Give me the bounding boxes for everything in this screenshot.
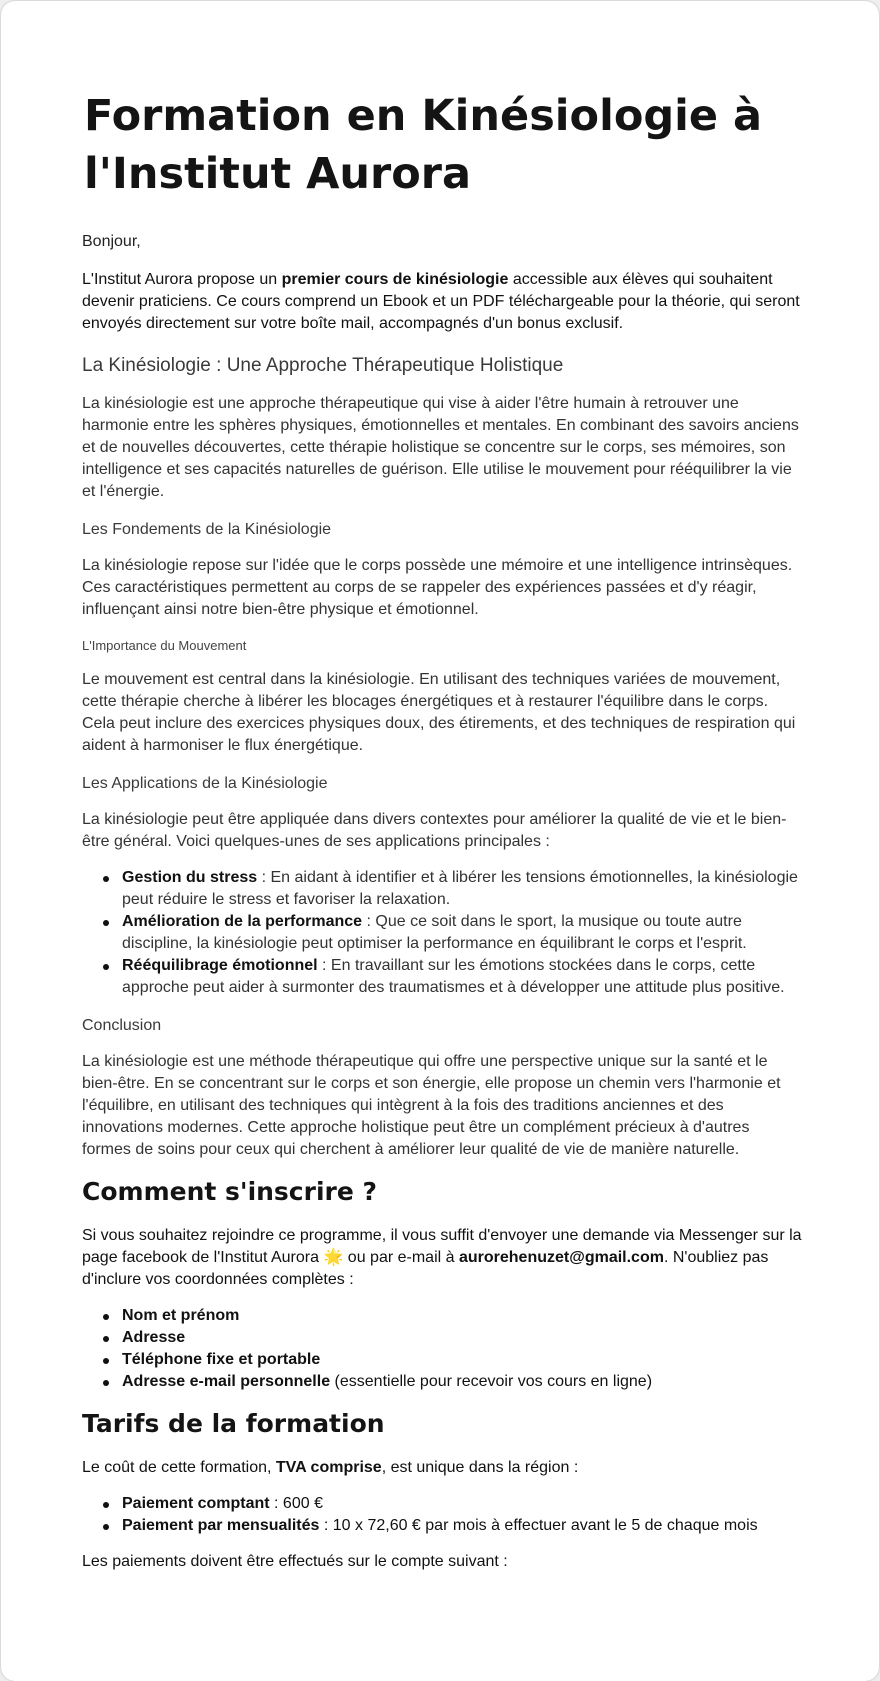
signup-text-after: . N'oubliez pas d'inclure vos coordonnées complètes : — [82, 1249, 769, 1288]
list-item — [122, 1493, 802, 1515]
list-item-text: : 10 x 72,60 € par mois à effectuer avant le 5 de chaque mois — [319, 1517, 758, 1534]
email-body — [82, 87, 802, 1573]
list-item-title: Gestion du stress — [122, 869, 258, 886]
list-item-title: Adresse — [122, 1329, 186, 1346]
email-link[interactable]: aurorehenuzet@gmail.com — [458, 1249, 664, 1266]
list-item-title: Paiement comptant — [122, 1495, 270, 1512]
list-item-title: Rééquilibrage émotionnel — [122, 957, 318, 974]
pricing-highlight: TVA comprise — [275, 1459, 382, 1476]
applications-list — [82, 867, 802, 999]
movement-paragraph: Le mouvement est central dans la kinésiologie. En utilisant des techniques variées de mouvement, cette thérapie cherche à libérer les blocages énergétiques et à restaurer l'équilibre dans le corps. Cela peut inclure des exercices physiques doux, des étirements, et des techniques de respiration qui aident à harmoniser le flux énergétique. — [82, 671, 796, 754]
approach-paragraph: La kinésiologie est une approche thérapeutique qui vise à aider l'être humain à retrouver une harmonie entre les sphères physiques, émotionnelles et mentales. En combinant des savoirs anciens et de nouvelles découvertes, cette thérapie holistique se concentre sur le corps, ses mémoires, son intelligence et ses capacités naturelles de guérison. Elle utilise le mouvement pour rééquilibrer la vie et l'énergie. — [82, 395, 799, 500]
list-item — [122, 1327, 802, 1349]
signup-heading: Comment s'inscrire ? — [82, 1177, 378, 1206]
star-icon: 🌟 — [323, 1249, 344, 1266]
payment-account-text: Les paiements doivent être effectués sur le compte suivant : — [82, 1553, 508, 1570]
foundations-heading: Les Fondements de la Kinésiologie — [82, 521, 332, 538]
list-item — [122, 1515, 802, 1537]
pricing-paragraph — [82, 1457, 802, 1479]
list-item-text: : 600 € — [269, 1495, 323, 1512]
list-item-text: : En aidant à identifier et à libérer les tensions émotionnelles, la kinésiologie peut réduire le stress et favoriser la relaxation. — [122, 869, 798, 908]
applications-heading: Les Applications de la Kinésiologie — [82, 775, 328, 792]
conclusion-heading: Conclusion — [82, 1017, 162, 1034]
approach-heading: La Kinésiologie : Une Approche Thérapeutique Holistique — [82, 355, 564, 376]
list-item-text: : Que ce soit dans le sport, la musique ou toute autre discipline, la kinésiologie peut optimiser la performance en équilibrant le corps et l'esprit. — [122, 913, 747, 952]
signup-list — [82, 1305, 802, 1393]
foundations-paragraph: La kinésiologie repose sur l'idée que le corps possède une mémoire et une intelligence intrinsèques. Ces caractéristiques permettent au corps de se rappeler des expériences passées et d'y réagir, influençant ainsi notre bien-être physique et émotionnel. — [82, 557, 793, 618]
list-item — [122, 1371, 802, 1393]
intro-highlight: premier cours de kinésiologie — [281, 271, 509, 288]
list-item — [122, 867, 802, 911]
pricing-text-after: , est unique dans la région : — [381, 1459, 579, 1476]
signup-text-middle: ou par e-mail à — [343, 1249, 459, 1266]
list-item-text: (essentielle pour recevoir vos cours en ligne) — [330, 1373, 653, 1390]
conclusion-paragraph: La kinésiologie est une méthode thérapeutique qui offre une perspective unique sur la santé et le bien-être. En se concentrant sur le corps et son énergie, elle propose un chemin vers l'harmonie et l'équilibre, en utilisant des techniques qui intègrent à la fois des traditions anciennes et des innovations modernes. Cette approche holistique peut être un complément précieux à d'autres formes de soins pour ceux qui cherchent à améliorer leur qualité de vie de manière naturelle. — [82, 1053, 781, 1158]
pricing-heading: Tarifs de la formation — [82, 1409, 385, 1438]
list-item — [122, 911, 802, 955]
intro-text-after: accessible aux élèves qui souhaitent devenir praticiens. Ce cours comprend un Ebook et un PDF téléchargeable pour la théorie, qui seront envoyés directement sur votre boîte mail, accompagnés d'un bonus exclusif. — [82, 271, 800, 332]
list-item-title: Téléphone fixe et portable — [122, 1351, 321, 1368]
signup-text-before: Si vous souhaitez rejoindre ce programme, il vous suffit d'envoyer une demande via Messenger sur la page facebook de l'Institut Aurora — [82, 1227, 802, 1266]
pricing-text-before: Le coût de cette formation, — [82, 1459, 276, 1476]
intro-paragraph — [82, 269, 802, 335]
greeting: Bonjour, — [82, 233, 141, 250]
pricing-list — [82, 1493, 802, 1537]
list-item-text: : En travaillant sur les émotions stockées dans le corps, cette approche peut aider à surmonter des traumatismes et à développer une attitude plus positive. — [122, 957, 785, 996]
applications-paragraph: La kinésiologie peut être appliquée dans divers contextes pour améliorer la qualité de vie et le bien-être général. Voici quelques-unes de ses applications principales : — [82, 811, 787, 850]
list-item-title: Adresse e-mail personnelle — [122, 1373, 331, 1390]
list-item — [122, 955, 802, 999]
movement-heading: L'Importance du Mouvement — [82, 638, 247, 653]
page-title: Formation en Kinésiologie à l'Institut Aurora — [84, 91, 763, 199]
list-item-title: Paiement par mensualités — [122, 1517, 320, 1534]
email-card — [1, 1, 879, 1681]
signup-paragraph — [82, 1225, 802, 1291]
list-item — [122, 1349, 802, 1371]
intro-text-before: L'Institut Aurora propose un — [82, 271, 282, 288]
list-item-title: Nom et prénom — [122, 1307, 240, 1324]
list-item — [122, 1305, 802, 1327]
list-item-title: Amélioration de la performance — [122, 913, 363, 930]
